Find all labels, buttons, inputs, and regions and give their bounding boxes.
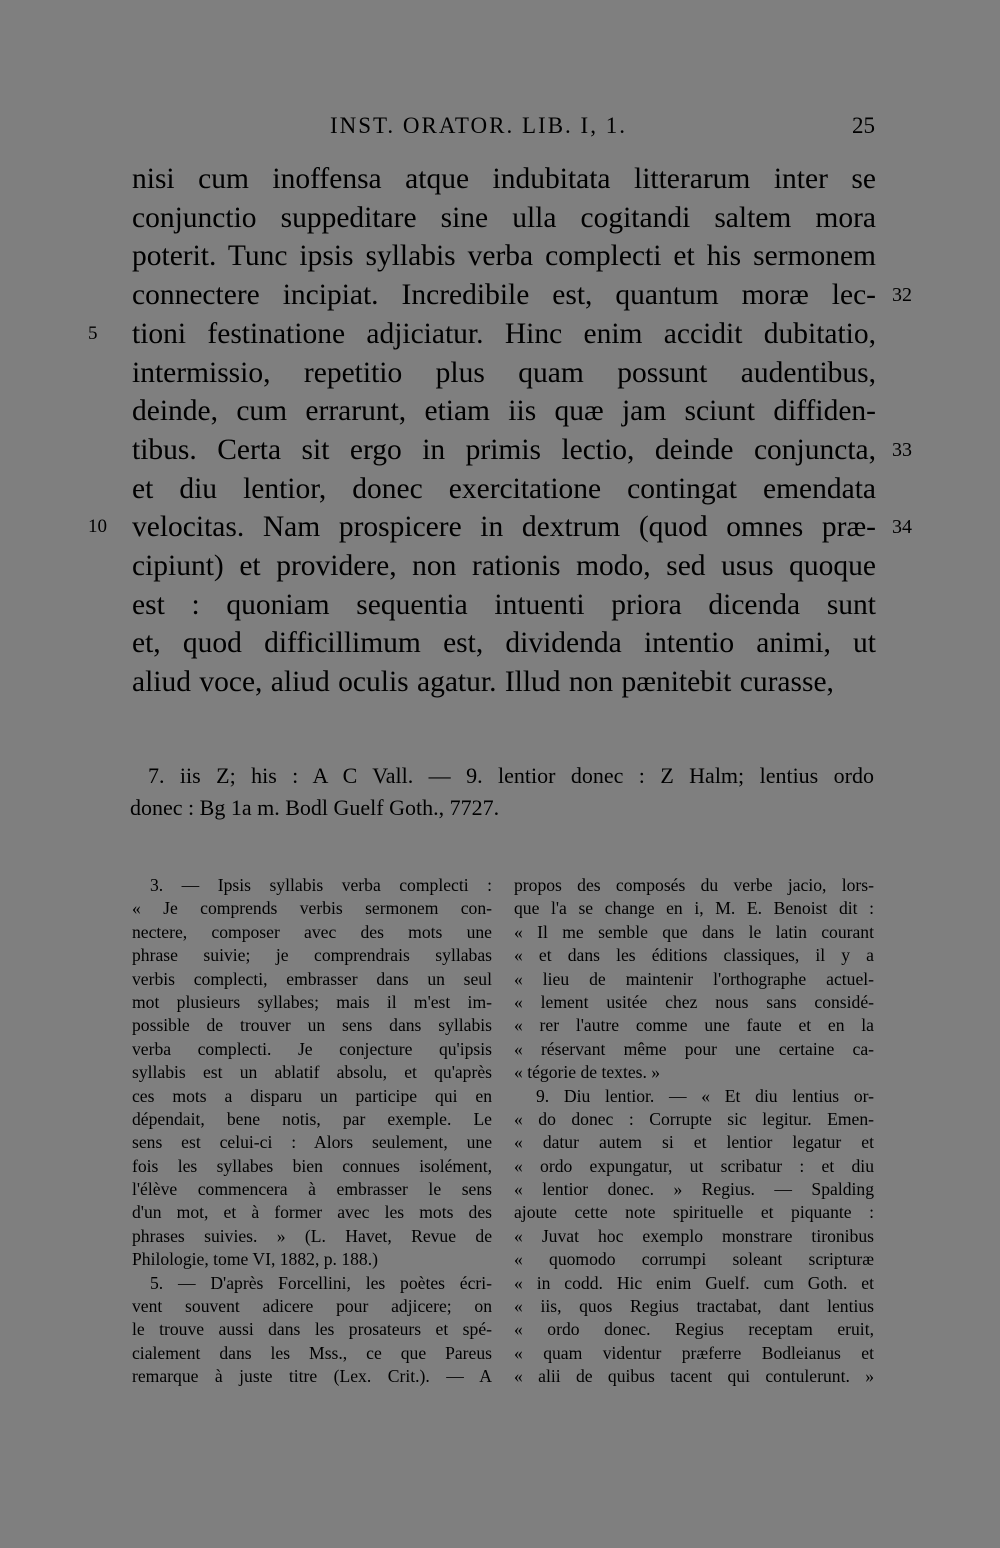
note-line: cialement dans les Mss., ce que Pareus	[132, 1342, 492, 1363]
note-line: « réservant même pour une certaine ca-	[514, 1038, 874, 1059]
note-line: ajoute cette note spirituelle et piquante :	[514, 1202, 874, 1223]
note-line: « rer l'autre comme une faute et en la	[514, 1015, 874, 1036]
note-line: « quomodo corrumpi soleant scripturæ	[514, 1249, 874, 1270]
note-line: « lentior donec. » Regius. — Spalding	[514, 1179, 874, 1200]
section-number-33: 33	[892, 438, 912, 461]
text-line: tioni festinatione adjiciatur. Hinc enim accidit dubitatio,	[132, 317, 876, 350]
note-line: « iis, quos Regius tractabat, dant lentius	[514, 1296, 874, 1317]
note-line: vent souvent adicere pour adjicere; on	[132, 1296, 492, 1317]
note-line: « datur autem si et lentior legatur et	[514, 1132, 874, 1153]
note-line: 5. — D'après Forcellini, les poètes écri-	[150, 1272, 492, 1293]
note-line: le trouve aussi dans les prosateurs et spé-	[132, 1319, 492, 1340]
section-number-34: 34	[892, 516, 912, 539]
line-number-10: 10	[88, 516, 107, 538]
text-line: connectere incipiat. Incredibile est, quantum moræ lec-	[132, 279, 876, 312]
text-line: intermissio, repetitio plus quam possunt audentibus,	[132, 356, 876, 389]
note-line: « Juvat hoc exemplo monstrare tironibus	[514, 1225, 874, 1246]
running-title: INST. ORATOR. LIB. I, 1.	[330, 113, 627, 138]
note-line: « Je comprends verbis sermonem con-	[132, 898, 492, 919]
text-line: nisi cum inoffensa atque indubitata litterarum inter se	[132, 163, 876, 195]
note-line: phrase suivie; je comprendrais syllabas	[132, 945, 492, 966]
apparatus-line: donec : Bg 1a m. Bodl Guelf Goth., 7727.	[130, 795, 500, 820]
note-line: 9. Diu lentior. — « Et diu lentius or-	[536, 1085, 874, 1106]
note-line: « Il me semble que dans le latin courant	[514, 921, 874, 942]
text-line: et, quod difficillimum est, dividenda intentio animi, ut	[132, 627, 876, 660]
note-line: « do donec : Corrupte sic legitur. Emen-	[514, 1108, 874, 1129]
note-line: d'un mot, et à former avec les mots des	[132, 1202, 492, 1223]
text-line: velocitas. Nam prospicere in dextrum (quod omnes præ-	[132, 511, 876, 544]
text-line: poterit. Tunc ipsis syllabis verba complecti et his sermonem	[132, 240, 876, 273]
note-line: l'élève commencera à embrasser le sens	[132, 1179, 492, 1200]
running-head	[0, 113, 1000, 145]
note-line: que l'a se change en i, M. E. Benoist dit :	[514, 898, 874, 919]
note-line: « alii de quibus tacent qui contulerunt. »	[514, 1366, 874, 1387]
note-line: phrases suivies. » (L. Havet, Revue de	[132, 1225, 492, 1246]
note-line: syllabis est un ablatif absolu, et qu'après	[132, 1062, 492, 1083]
apparatus-line: 7. iis Z; his : A C Vall. — 9. lentior donec : Z Halm; lentius ordo	[148, 763, 874, 788]
section-number-32: 32	[892, 284, 912, 307]
text-line: conjunctio suppeditare sine ulla cogitandi saltem mora	[132, 201, 876, 234]
note-line: nectere, composer avec des mots une	[132, 921, 492, 942]
note-line: « ordo donec. Regius receptam eruit,	[514, 1319, 874, 1340]
text-line: deinde, cum errarunt, etiam iis quæ jam sciunt diffiden-	[132, 395, 876, 428]
note-line: possible de trouver un sens dans syllabis	[132, 1015, 492, 1036]
text-line: cipiunt) et providere, non rationis modo, sed usus quoque	[132, 550, 876, 582]
notes-left-column	[132, 874, 492, 1389]
note-line: propos des composés du verbe jacio, lors-	[514, 875, 874, 895]
note-line: remarque à juste titre (Lex. Crit.). — A	[132, 1366, 492, 1387]
note-line: « ordo expungatur, ut scribatur : et diu	[514, 1155, 874, 1176]
note-line: « tégorie de textes. »	[514, 1062, 661, 1083]
line-number-5: 5	[88, 322, 98, 344]
note-line: « et dans les éditions classiques, il y a	[514, 945, 874, 966]
note-line: sens est celui-ci : Alors seulement, une	[132, 1132, 492, 1153]
note-line: « lieu de maintenir l'orthographe actuel-	[514, 968, 874, 989]
note-line: dépendait, bene notis, par exemple. Le	[132, 1108, 492, 1129]
note-line: 3. — Ipsis syllabis verba complecti :	[150, 875, 492, 895]
note-line: mot plusieurs syllabes; mais il m'est im-	[132, 991, 492, 1012]
note-line: ces mots a disparu un participe qui en	[132, 1085, 492, 1106]
note-line: Philologie, tome VI, 1882, p. 188.)	[132, 1249, 378, 1270]
note-line: « quam videntur præferre Bodleianus et	[514, 1342, 874, 1363]
text-line: et diu lentior, donec exercitatione contingat emendata	[132, 472, 876, 505]
text-line: est : quoniam sequentia intuenti priora dicenda sunt	[132, 588, 876, 621]
notes-right-column	[514, 874, 874, 1389]
note-line: « in codd. Hic enim Guelf. cum Goth. et	[514, 1272, 874, 1293]
note-line: fois les syllabes bien connues isolément,	[132, 1155, 492, 1176]
note-line: verba complecti. Je conjecture qu'ipsis	[132, 1038, 492, 1059]
note-line: verbis complecti, embrasser dans un seul	[132, 968, 492, 989]
text-line: aliud voce, aliud oculis agatur. Illud non pænitebit curasse,	[132, 666, 834, 699]
text-line: tibus. Certa sit ergo in primis lectio, deinde conjuncta,	[132, 433, 876, 466]
note-line: « lement usitée chez nous sans considé-	[514, 991, 874, 1012]
page-number: 25	[852, 113, 875, 138]
